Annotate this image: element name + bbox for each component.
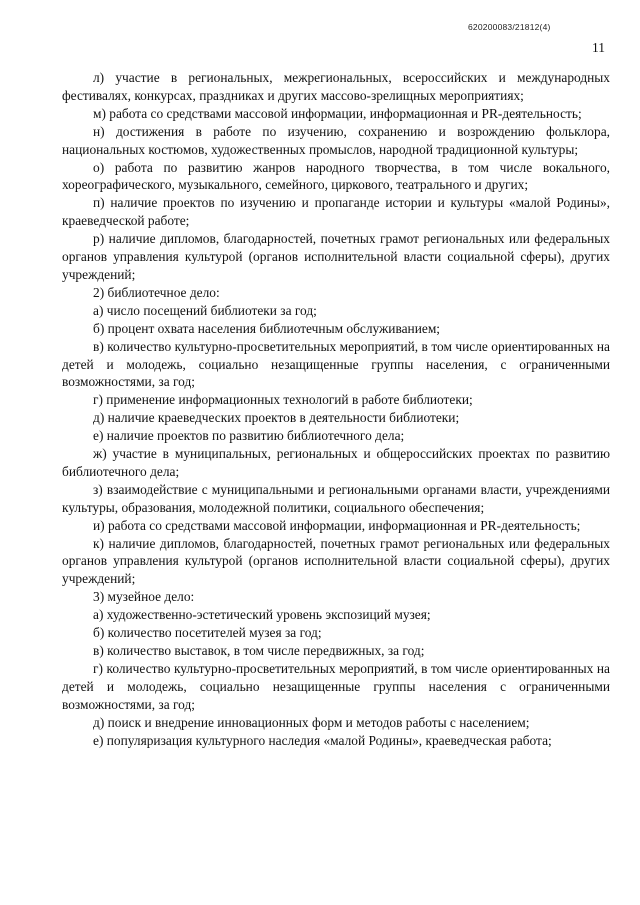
paragraph-l: л) участие в региональных, межрегиональных, всероссийских и международных фестивалях, конкурсах, праздниках и других массово-зрелищных мероприятиях; (62, 70, 610, 103)
paragraph-library-v: в) количество культурно-просветительных мероприятий, в том числе ориентированных на детей и молодежь, социально незащищенные группы населения, с ограниченными возможностями, за год; (62, 338, 610, 390)
paragraph-m: м) работа со средствами массовой информации, информационная и PR-деятельность; (93, 105, 582, 121)
paragraph-library-zh: ж) участие в муниципальных, региональных и общероссийских проектах по развитию библиотечного дела; (62, 446, 610, 479)
paragraph-o: о) работа по развитию жанров народного творчества, в том числе вокального, хореографического, музыкального, семейного, циркового, театрального и других; (62, 159, 610, 193)
paragraph-museum-d: д) поиск и внедрение инновационных форм и методов работы с населением; (93, 714, 530, 730)
paragraph-library-i: и) работа со средствами массовой информации, информационная и PR-деятельность; (93, 517, 581, 533)
paragraph-library-z: з) взаимодействие с муниципальными и региональными органами власти, учреждениями культуры, образования, молодежной политики, социального обеспечения; (62, 481, 610, 515)
section-heading-library: 2) библиотечное дело: (93, 284, 220, 300)
paragraph-library-d: д) наличие краеведческих проектов в деятельности библиотеки; (93, 410, 460, 426)
doc-code: 620200083/21812(4) (468, 22, 551, 32)
paragraph-library-a: а) число посещений библиотеки за год; (93, 302, 317, 318)
paragraph-library-b: б) процент охвата населения библиотечным обслуживанием; (93, 320, 441, 336)
section-heading-museum: 3) музейное дело: (93, 589, 195, 605)
paragraph-museum-v: в) количество выставок, в том числе передвижных, за год; (93, 643, 425, 658)
paragraph-museum-g: г) количество культурно-просветительных мероприятий, в том числе ориентированных на детей и молодежь, социально незащищенные группы населения с ограниченными возможностями, за год; (62, 660, 610, 712)
page-number: 11 (592, 40, 605, 55)
paragraph-museum-a: а) художественно-эстетический уровень экспозиций музея; (93, 607, 431, 623)
document-body (62, 69, 610, 749)
paragraph-museum-b: б) количество посетителей музея за год; (93, 625, 322, 641)
paragraph-museum-e: е) популяризация культурного наследия «малой Родины», краеведческая работа; (93, 732, 552, 748)
paragraph-r: р) наличие дипломов, благодарностей, почетных грамот региональных или федеральных органов управления культурой (органов исполнительной власти социальной сферы), других учреждений; (62, 231, 610, 282)
paragraph-library-g: г) применение информационных технологий в работе библиотеки; (93, 392, 473, 408)
paragraph-p: п) наличие проектов по изучению и пропаганде истории и культуры «малой Родины», краеведческой работе; (62, 195, 610, 229)
paragraph-library-e: е) наличие проектов по развитию библиотечного дела; (93, 428, 405, 444)
paragraph-n: н) достижения в работе по изучению, сохранению и возрождению фольклора, национальных костюмов, художественных промыслов, народной традиционной культуры; (62, 123, 610, 157)
paragraph-library-k: к) наличие дипломов, благодарностей, почетных грамот региональных или федеральных органов управления культурой (органов исполнительной власти социальной сферы), других учреждений; (62, 535, 610, 587)
